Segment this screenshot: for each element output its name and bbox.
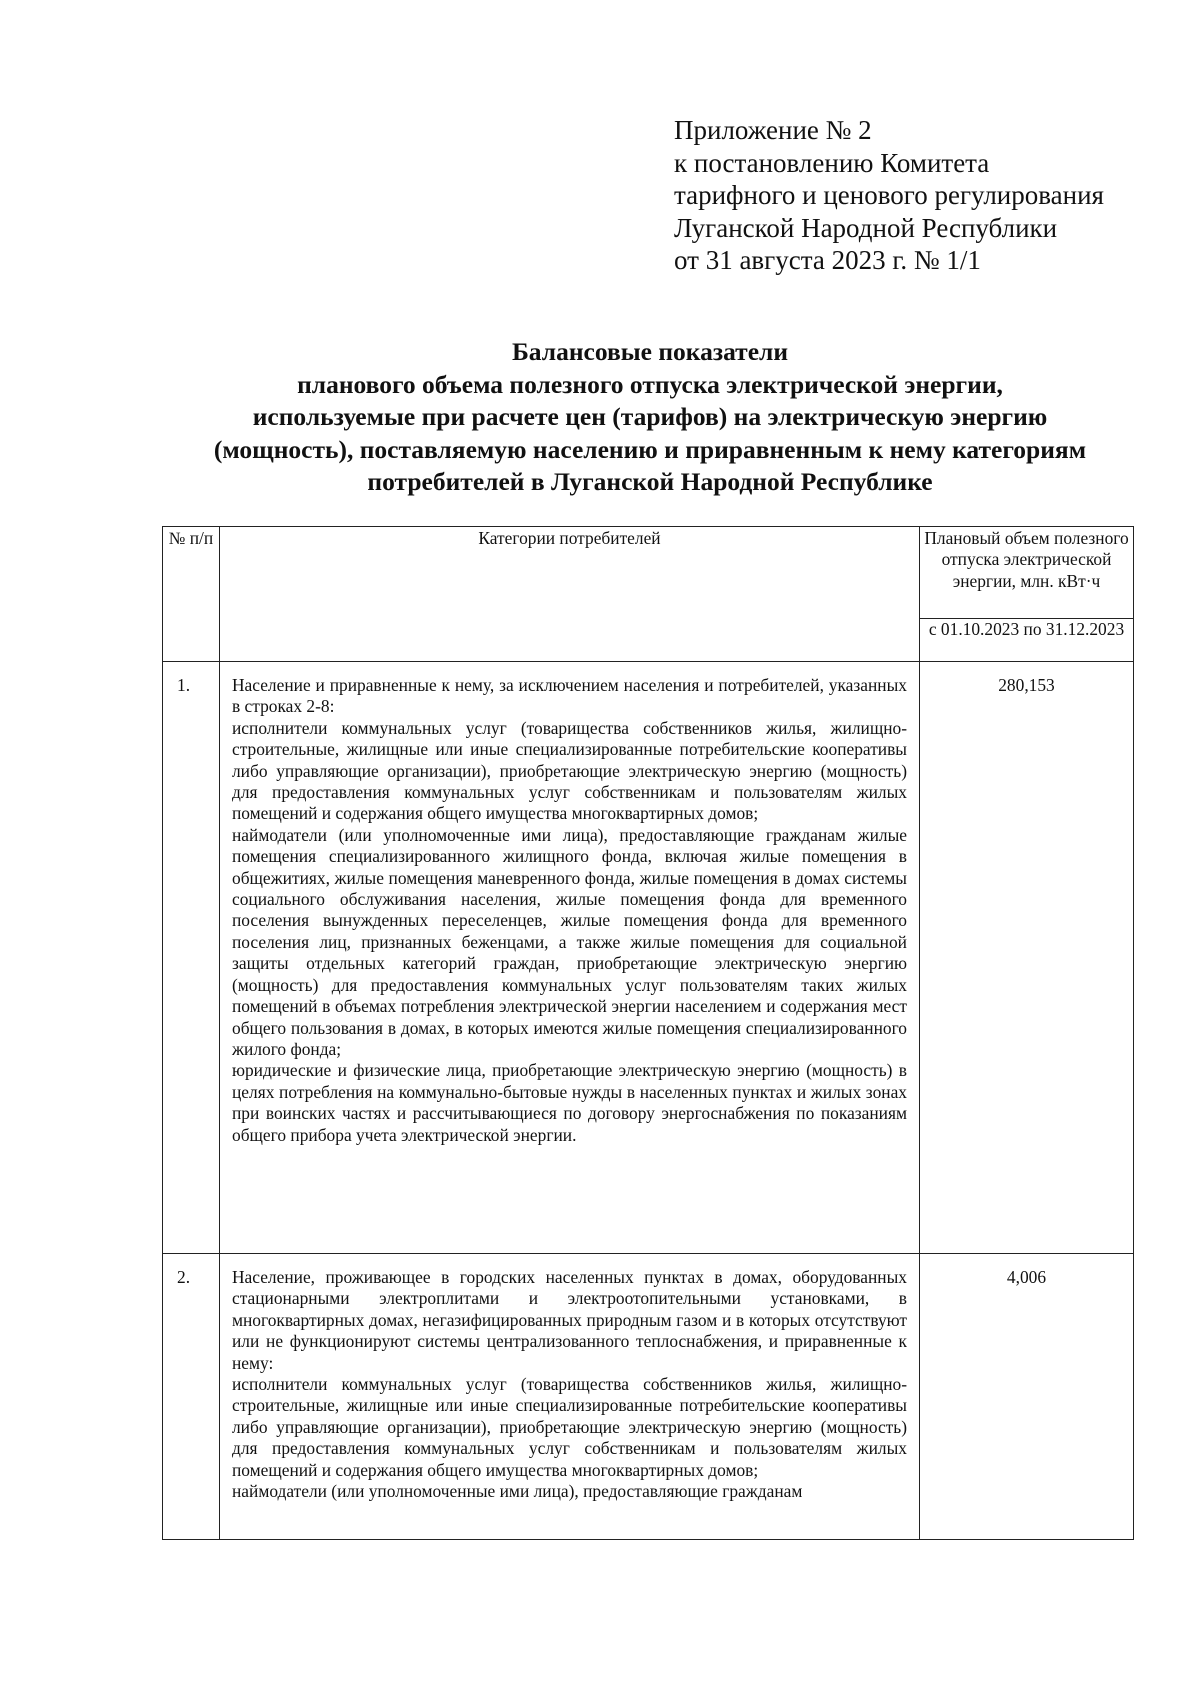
category-paragraph: наймодатели (или уполномоченные ими лица), предоставляющие гражданам жилые помещения специализированного жилищного фонда, включая жилые помещения в общежитиях, жилые помещения маневренного фонда, жилые помещения в домах системы социального обслуживания населения, жилые помещения фонда для временного поселения вынужденных переселенцев, жилые помещения фонда для временного поселения лиц, признанных беженцами, а также жилые помещения для социальной защиты отдельных категорий граждан, приобретающие электрическую энергию (мощность) для предоставления коммунальных услуг пользователям таких жилых помещений в объемах потребления электрической энергии населением и содержания мест общего пользования в домах, в которых имеются жилые помещения специализированного жилого фонда; — [232, 824, 907, 1059]
title-line: (мощность), поставляемую населению и приравненным к нему категориям — [213, 434, 1087, 464]
title-line: потребителей в Луганской Народной Республике — [367, 467, 933, 496]
document-title — [150, 336, 1150, 499]
row-number: 1. — [163, 662, 220, 1254]
row-value: 4,006 — [920, 1254, 1134, 1540]
appendix-line: тарифного и ценового регулирования — [674, 180, 1104, 210]
appendix-line: к постановлению Комитета — [674, 147, 990, 178]
title-line: планового объема полезного отпуска электрической энергии, — [297, 369, 1003, 399]
row-value: 280,153 — [920, 662, 1134, 1254]
category-paragraph: исполнители коммунальных услуг (товарищества собственников жилья, жилищно-строительные, жилищные или иные специализированные потребительские кооперативы либо управляющие организации), приобретающие электрическую энергию (мощность) для предоставления коммунальных услуг собственникам и пользователям жилых помещений и содержания общего имущества многоквартирных домов; — [232, 1374, 907, 1480]
table-row — [163, 662, 1134, 1254]
header-number: № п/п — [163, 527, 220, 662]
balance-table — [162, 526, 1134, 1540]
header-category: Категории потребителей — [220, 527, 920, 662]
row-number: 2. — [163, 1254, 220, 1540]
table-header-row — [163, 527, 1134, 619]
appendix-line: от 31 августа 2023 г. № 1/1 — [674, 245, 981, 275]
appendix-line: Приложение № 2 — [674, 115, 872, 145]
row-category — [220, 662, 920, 1254]
row-category — [220, 1254, 920, 1540]
category-paragraph: юридические и физические лица, приобретающие электрическую энергию (мощность) в целях потребления на коммунально-бытовые нужды в населенных пунктах и жилых зонах при воинских частях и рассчитывающиеся по договору энергоснабжения по показаниям общего прибора учета электрической энергии. — [232, 1060, 907, 1145]
appendix-reference — [674, 114, 1174, 277]
title-line: Балансовые показатели — [511, 337, 789, 366]
appendix-line: Луганской Народной Республики — [674, 212, 1058, 243]
category-paragraph: Население и приравненные к нему, за исключением населения и потребителей, указанных в строках 2-8: — [232, 675, 907, 717]
category-paragraph: Население, проживающее в городских населенных пунктах в домах, оборудованных стационарными электроплитами и электроотопительными установками, в многоквартирных домах, негазифицированных природным газом и в которых отсутствуют или не функционируют системы централизованного теплоснабжения, и приравненные к нему: — [232, 1267, 907, 1373]
header-volume: Плановый объем полезного отпуска электрической энергии, млн. кВт·ч — [920, 527, 1134, 619]
header-period: с 01.10.2023 по 31.12.2023 — [920, 619, 1134, 662]
category-paragraph: исполнители коммунальных услуг (товарищества собственников жилья, жилищно-строительные, жилищные или иные специализированные потребительские кооперативы либо управляющие организации), приобретающие электрическую энергию (мощность) для предоставления коммунальных услуг собственникам и пользователям жилых помещений и содержания общего имущества многоквартирных домов; — [232, 717, 907, 824]
title-line: используемые при расчете цен (тарифов) на электрическую энергию — [252, 402, 1048, 431]
category-paragraph: наймодатели (или уполномоченные ими лица), предоставляющие гражданам — [232, 1481, 803, 1502]
table-row — [163, 1254, 1134, 1540]
